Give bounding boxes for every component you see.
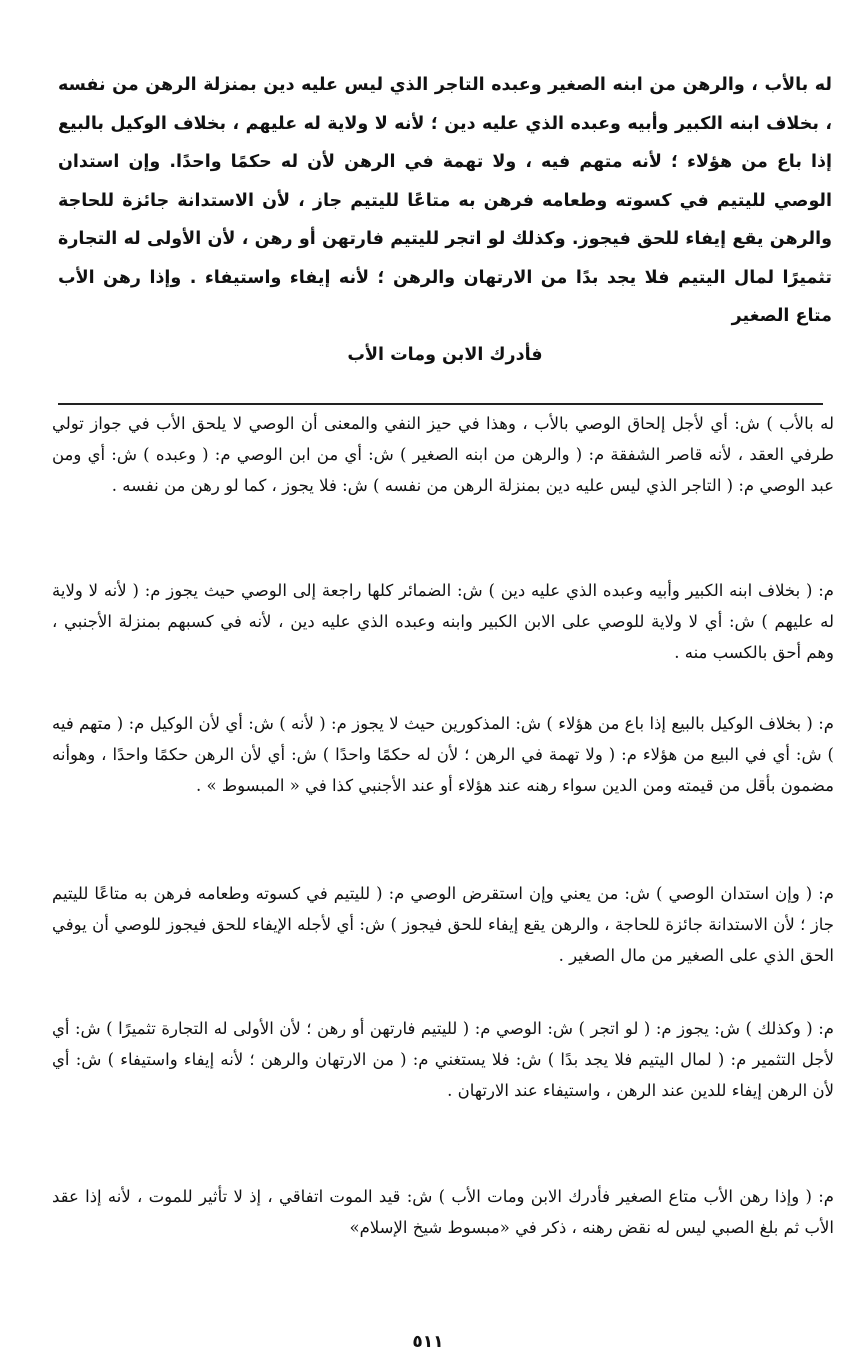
commentary-paragraph-1 [52,409,834,501]
commentary-text: م: ( وإذا رهن الأب متاع الصغير فأدرك الابن ومات الأب ) ش: قيد الموت اتفاقي ، إذ لا تأثير للموت ، لأنه إذا عقد الأب ثم بلغ الصبي ليس له نقض رهنه ، ذكر في «مبسوط شيخ الإسلام» [52,1187,834,1237]
commentary-paragraph-3 [52,709,834,801]
commentary-text: م: ( بخلاف ابنه الكبير وأبيه وعبده الذي عليه دين ) ش: الضمائر كلها راجعة إلى الوصي حيث يجوز م: ( لأنه لا ولاية له عليهم ) ش: أي لا ولاية للوصي على الابن الكبير وابنه وعبده الذي عليه دين ، لأنه في كسبهم بمنزلة الأجنبي ، وهم أحق بالكسب منه . [52,581,834,662]
main-text-block [58,66,832,374]
section-divider [58,403,823,405]
commentary-text: م: ( وكذلك ) ش: يجوز م: ( لو اتجر ) ش: الوصي م: ( لليتيم فارتهن أو رهن ؛ لأن الأولى له التجارة تثميرًا ) ش: أي لأجل التثمير م: ( لمال اليتيم فلا يجد بدًا ) ش: فلا يستغني م: ( من الارتهان والرهن ؛ لأنه إيفاء واستيفاء ) ش: أي لأن الرهن إيفاء للدين عند الرهن ، واستيفاء عند الارتهان . [52,1019,834,1100]
commentary-paragraph-5 [52,1014,834,1106]
commentary-paragraph-6 [52,1182,834,1244]
commentary-text: م: ( وإن استدان الوصي ) ش: من يعني وإن استقرض الوصي م: ( لليتيم في كسوته وطعامه فرهن به متاعًا لليتيم جاز ؛ لأن الاستدانة جائزة للحاجة ، والرهن يقع إيفاء للحق فيجوز ) ش: أي لأجله الإيفاء للحق فيجوز للوصي أن يوفي الحق الذي على الصغير من مال الصغير . [52,884,834,965]
commentary-paragraph-2 [52,576,834,668]
main-text-last-line: فأدرك الابن ومات الأب [347,344,543,365]
commentary-text: م: ( بخلاف الوكيل بالبيع إذا باع من هؤلاء ) ش: المذكورين حيث لا يجوز م: ( لأنه ) ش: أي لأن الوكيل م: ( متهم فيه ) ش: أي في البيع من هؤلاء م: ( ولا تهمة في الرهن ؛ لأن له حكمًا واحدًا ) ش: أي لأن الرهن حكمًا واحدًا ، وهوأنه مضمون بأقل من قيمته ومن الدين سواء رهنه عند هؤلاء أو عند الأجنبي كذا في « المبسوط » . [52,714,834,795]
commentary-text: له بالأب ) ش: أي لأجل إلحاق الوصي بالأب ، وهذا في حيز النفي والمعنى أن الوصي لا يلحق الأب في جواز تولي طرفي العقد ، لأنه قاصر الشفقة م: ( والرهن من ابنه الصغير ) ش: أي من ابن الوصي م: ( وعبده ) ش: أي ومن عبد الوصي م: ( التاجر الذي ليس عليه دين بمنزلة الرهن من نفسه ) ش: فلا يجوز ، كما لو رهن من نفسه . [52,414,834,495]
main-text: له بالأب ، والرهن من ابنه الصغير وعبده التاجر الذي ليس عليه دين بمنزلة الرهن من نفسه ، بخلاف ابنه الكبير وأبيه وعبده الذي عليه دين ؛ لأنه لا ولاية له عليهم ، بخلاف الوكيل بالبيع إذا باع من هؤلاء ؛ لأنه متهم فيه ، ولا تهمة في الرهن لأن له حكمًا واحدًا. وإن استدان الوصي لليتيم في كسوته وطعامه فرهن به متاعًا لليتيم جاز ، لأن الاستدانة جائزة للحاجة والرهن يقع إيفاء للحق فيجوز. وكذلك لو اتجر لليتيم فارتهن أو رهن ، لأن الأولى له التجارة تثميرًا لمال اليتيم فلا يجد بدًا من الارتهان والرهن ؛ لأنه إيفاء واستيفاء . وإذا رهن الأب متاع الصغير [58,75,832,326]
page-number: ٥١١ [412,1332,444,1352]
commentary-paragraph-4 [52,879,834,971]
